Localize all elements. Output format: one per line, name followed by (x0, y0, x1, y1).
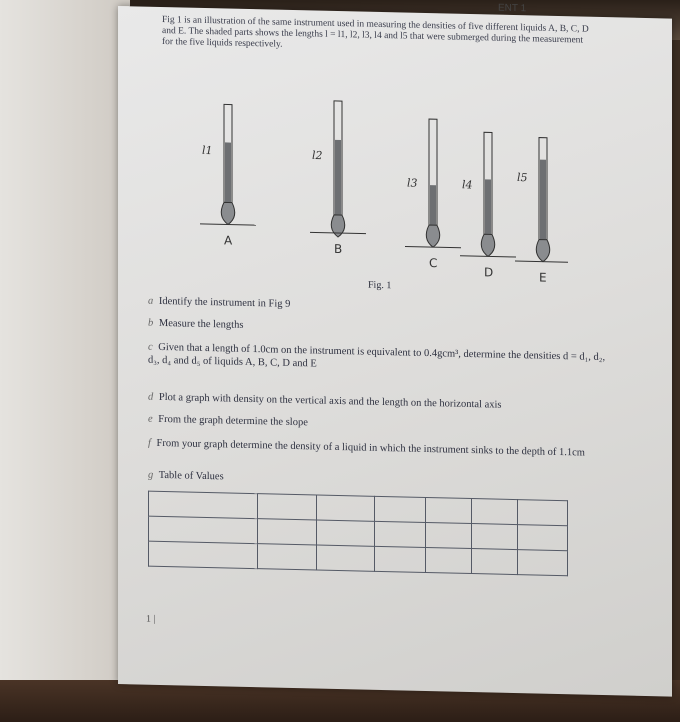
hydrometer-bulb (481, 234, 494, 256)
question-e (148, 413, 308, 430)
question-c (148, 341, 608, 377)
figure-hydrometers (188, 74, 568, 293)
question-text: From the graph determine the slope (158, 413, 308, 429)
header-tag: ENT 1 (498, 2, 527, 15)
background-left (0, 0, 130, 722)
table-cell (517, 525, 567, 551)
liquid-letter-label: E (539, 270, 547, 285)
table-cell (257, 494, 316, 520)
table-cell (375, 546, 425, 572)
question-text: Table of Values (158, 469, 224, 483)
question-text: Given that a length of 1.0cm on the instrument is equivalent to 0.4gcm³, determine the densities d = d₁, d₂, d₃, d₄ and d₅ of liquids A, B, C, D and E (148, 341, 606, 370)
hydrometer-shaded-part (485, 179, 491, 234)
hydrometer-shaded-part (225, 142, 231, 202)
hydrometer-shaded-part (540, 160, 546, 240)
length-label: l2 (312, 148, 323, 163)
length-label: l3 (407, 176, 418, 190)
page-number: 1 | (146, 613, 156, 625)
hydrometer-bulb (221, 202, 234, 224)
table-cell (471, 499, 517, 525)
liquid-letter-label: A (224, 233, 233, 248)
length-label: l4 (462, 178, 473, 192)
question-d (148, 391, 608, 414)
hydrometer-bulb (331, 215, 344, 237)
table-cell (316, 520, 375, 546)
question-letter: g (148, 469, 154, 481)
question-letter: a (148, 295, 154, 307)
question-a (148, 295, 290, 311)
document-page (118, 2, 672, 697)
table-cell (471, 524, 517, 550)
table-cell (517, 550, 567, 576)
length-label: l1 (202, 143, 213, 158)
hydrometer-shaded-part (335, 140, 341, 215)
hydrometer-shaded-part (430, 185, 436, 225)
question-b (148, 317, 243, 332)
question-letter: f (148, 437, 151, 449)
question-g (148, 469, 224, 484)
table-cell (257, 519, 316, 545)
table-cell (375, 521, 425, 547)
table-cell (149, 516, 258, 543)
question-letter: b (148, 317, 154, 329)
liquid-surface-line (200, 224, 256, 225)
hydrometer-bulb (536, 239, 549, 261)
question-text: Identify the instrument in Fig 9 (158, 295, 291, 310)
figure-caption: Fig. 1 (368, 279, 392, 292)
question-text: Measure the lengths (158, 317, 244, 331)
table-cell (425, 497, 471, 523)
liquid-letter-label: B (334, 241, 343, 257)
liquid-surface-line (515, 261, 568, 262)
table-cell (257, 544, 316, 570)
question-letter: d (148, 391, 154, 403)
table-cell (425, 522, 471, 548)
table-cell (149, 491, 258, 518)
liquid-surface-line (405, 247, 461, 248)
table-cell (316, 545, 375, 571)
table-cell (471, 549, 517, 575)
question-text: From your graph determine the density of a liquid in which the instrument sinks to the depth of 1.1cm (156, 437, 585, 459)
liquid-letter-label: D (484, 265, 494, 280)
liquid-surface-line (460, 256, 516, 257)
question-text: Plot a graph with density on the vertical axis and the length on the horizontal axis (158, 391, 502, 411)
question-letter: c (148, 341, 153, 353)
table-cell (517, 500, 567, 526)
hydrometer-bulb (426, 225, 439, 247)
question-letter: e (148, 413, 153, 425)
intro-paragraph: Fig 1 is an illustration of the same instrument used in measuring the densities of five different liquids A, B, C, D and E. The shaded parts shows the lengths l = l1, l2, l3, l4 and l5 that were submerged during the measurement for the five liquids respectively. (162, 14, 589, 50)
table-cell (149, 541, 258, 568)
table-cell (425, 547, 471, 573)
question-f (148, 437, 618, 461)
liquid-surface-line (310, 232, 366, 233)
table-cell (316, 495, 375, 521)
table-of-values (148, 491, 568, 577)
liquid-letter-label: C (429, 256, 438, 271)
length-label: l5 (517, 171, 528, 185)
table-cell (375, 496, 425, 522)
